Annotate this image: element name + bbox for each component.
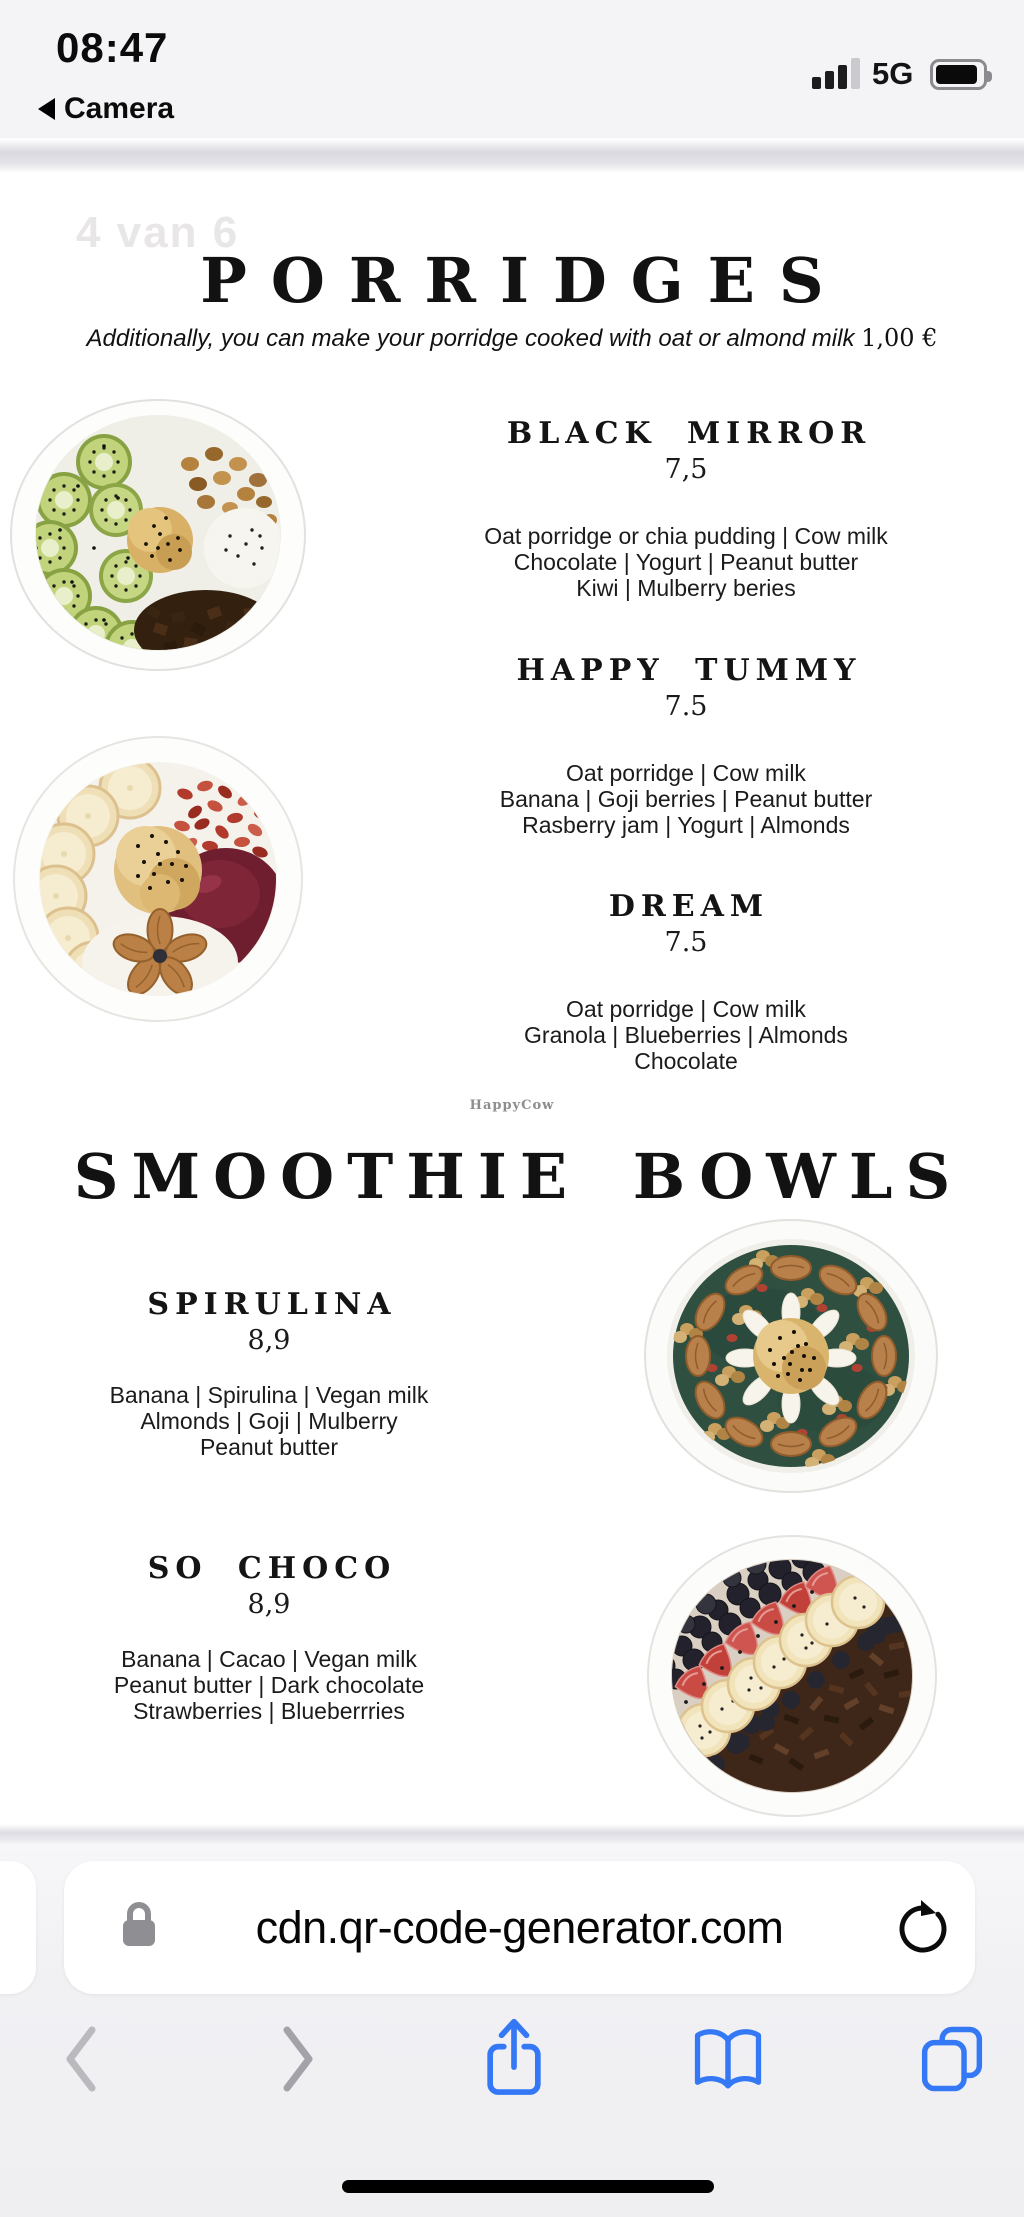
menu-item-happy-tummy [406, 654, 966, 838]
menu-item-desc-line: Banana | Spirulina | Vegan milk [109, 1382, 429, 1408]
menu-item-desc-line: Peanut butter | Dark chocolate [113, 1672, 425, 1698]
menu-item-desc-line: Chocolate | Yogurt | Peanut butter [513, 549, 859, 575]
page-indicator: 4 van 6 [76, 208, 240, 257]
menu-item-price: 8,9 [247, 1589, 291, 1620]
safari-bottom-bar [0, 1844, 1024, 2217]
url-text: cdn.qr-code-generator.com [255, 1901, 784, 1953]
menu-item-desc-line: Oat porridge or chia pudding | Cow milk [484, 523, 888, 549]
menu-item-name: SO CHOCO [147, 1551, 397, 1586]
menu-item-price: 7.5 [664, 691, 708, 722]
reload-icon[interactable] [895, 1898, 951, 1956]
bookmarks-icon[interactable] [690, 2026, 766, 2094]
menu-item-desc-line: Peanut butter [199, 1434, 339, 1460]
url-bar[interactable] [64, 1861, 975, 1994]
back-to-app-icon [38, 98, 55, 120]
back-to-camera-button[interactable] [38, 92, 174, 126]
porridges-subtitle-price: 1,00 € [861, 324, 938, 352]
menu-item-spirulina [19, 1288, 519, 1460]
happycow-watermark: HappyCow [469, 1098, 555, 1113]
menu-item-name: SPIRULINA [147, 1287, 397, 1322]
menu-item-black-mirror [406, 417, 966, 601]
share-icon[interactable] [482, 2016, 546, 2100]
menu-item-name: DREAM [608, 889, 770, 924]
menu-item-description [19, 1646, 519, 1724]
menu-item-desc-line: Oat porridge | Cow milk [566, 760, 806, 786]
so-choco-bowl-photo [646, 1534, 938, 1818]
black-mirror-bowl-photo [8, 398, 308, 672]
happy-tummy-bowl-photo [10, 734, 306, 1024]
menu-item-desc-line: Banana | Cacao | Vegan milk [121, 1646, 417, 1672]
menu-item-name: HAPPY TUMMY [516, 653, 862, 688]
spirulina-bowl-photo [642, 1218, 940, 1498]
menu-item-desc-line: Strawberries | Blueberrries [133, 1698, 405, 1724]
menu-item-desc-line: Oat porridge | Cow milk [566, 996, 806, 1022]
network-type-label: 5G [872, 56, 914, 91]
forward-icon[interactable] [275, 2024, 319, 2094]
menu-item-price: 7,5 [664, 454, 708, 485]
menu-item-description [406, 996, 966, 1074]
menu-item-description [406, 523, 966, 601]
menu-item-desc-line: Banana | Goji berries | Peanut butter [499, 786, 873, 812]
porridges-section-title: PORRIDGES [200, 244, 848, 317]
tabs-icon[interactable] [918, 2024, 986, 2094]
menu-item-name: BLACK MIRROR [506, 416, 872, 451]
menu-item-desc-line: Granola | Blueberries | Almonds [524, 1022, 848, 1048]
battery-icon [930, 59, 987, 90]
adjacent-tab-peek[interactable] [0, 1861, 36, 1994]
menu-item-desc-line: Almonds | Goji | Mulberry [140, 1408, 398, 1434]
smoothie-bowls-section-title: SMOOTHIE BOWLS [73, 1140, 964, 1213]
content-toolbar-divider [0, 1822, 1024, 1844]
menu-item-price: 7.5 [664, 927, 708, 958]
cellular-signal-icon [812, 58, 860, 89]
menu-item-price: 8,9 [247, 1325, 291, 1356]
menu-item-description [406, 760, 966, 838]
porridges-subtitle-text: Additionally, you can make your porridge cooked with oat or almond milk [86, 325, 855, 352]
menu-item-so-choco [19, 1552, 519, 1724]
back-to-app-label: Camera [64, 92, 175, 125]
menu-item-desc-line: Rasberry jam | Yogurt | Almonds [522, 812, 850, 838]
home-indicator[interactable] [342, 2180, 714, 2193]
back-icon[interactable] [60, 2024, 104, 2094]
porridges-subtitle [0, 324, 1024, 353]
clock: 08:47 [56, 24, 169, 71]
menu-item-desc-line: Kiwi | Mulberry beries [576, 575, 796, 601]
menu-item-dream [406, 890, 966, 1074]
menu-item-desc-line: Chocolate [634, 1048, 738, 1074]
menu-item-description [19, 1382, 519, 1460]
menu-page-content [0, 172, 1024, 1822]
statusbar-content-divider [0, 138, 1024, 172]
status-bar [0, 0, 1024, 138]
lock-icon [120, 1900, 158, 1948]
